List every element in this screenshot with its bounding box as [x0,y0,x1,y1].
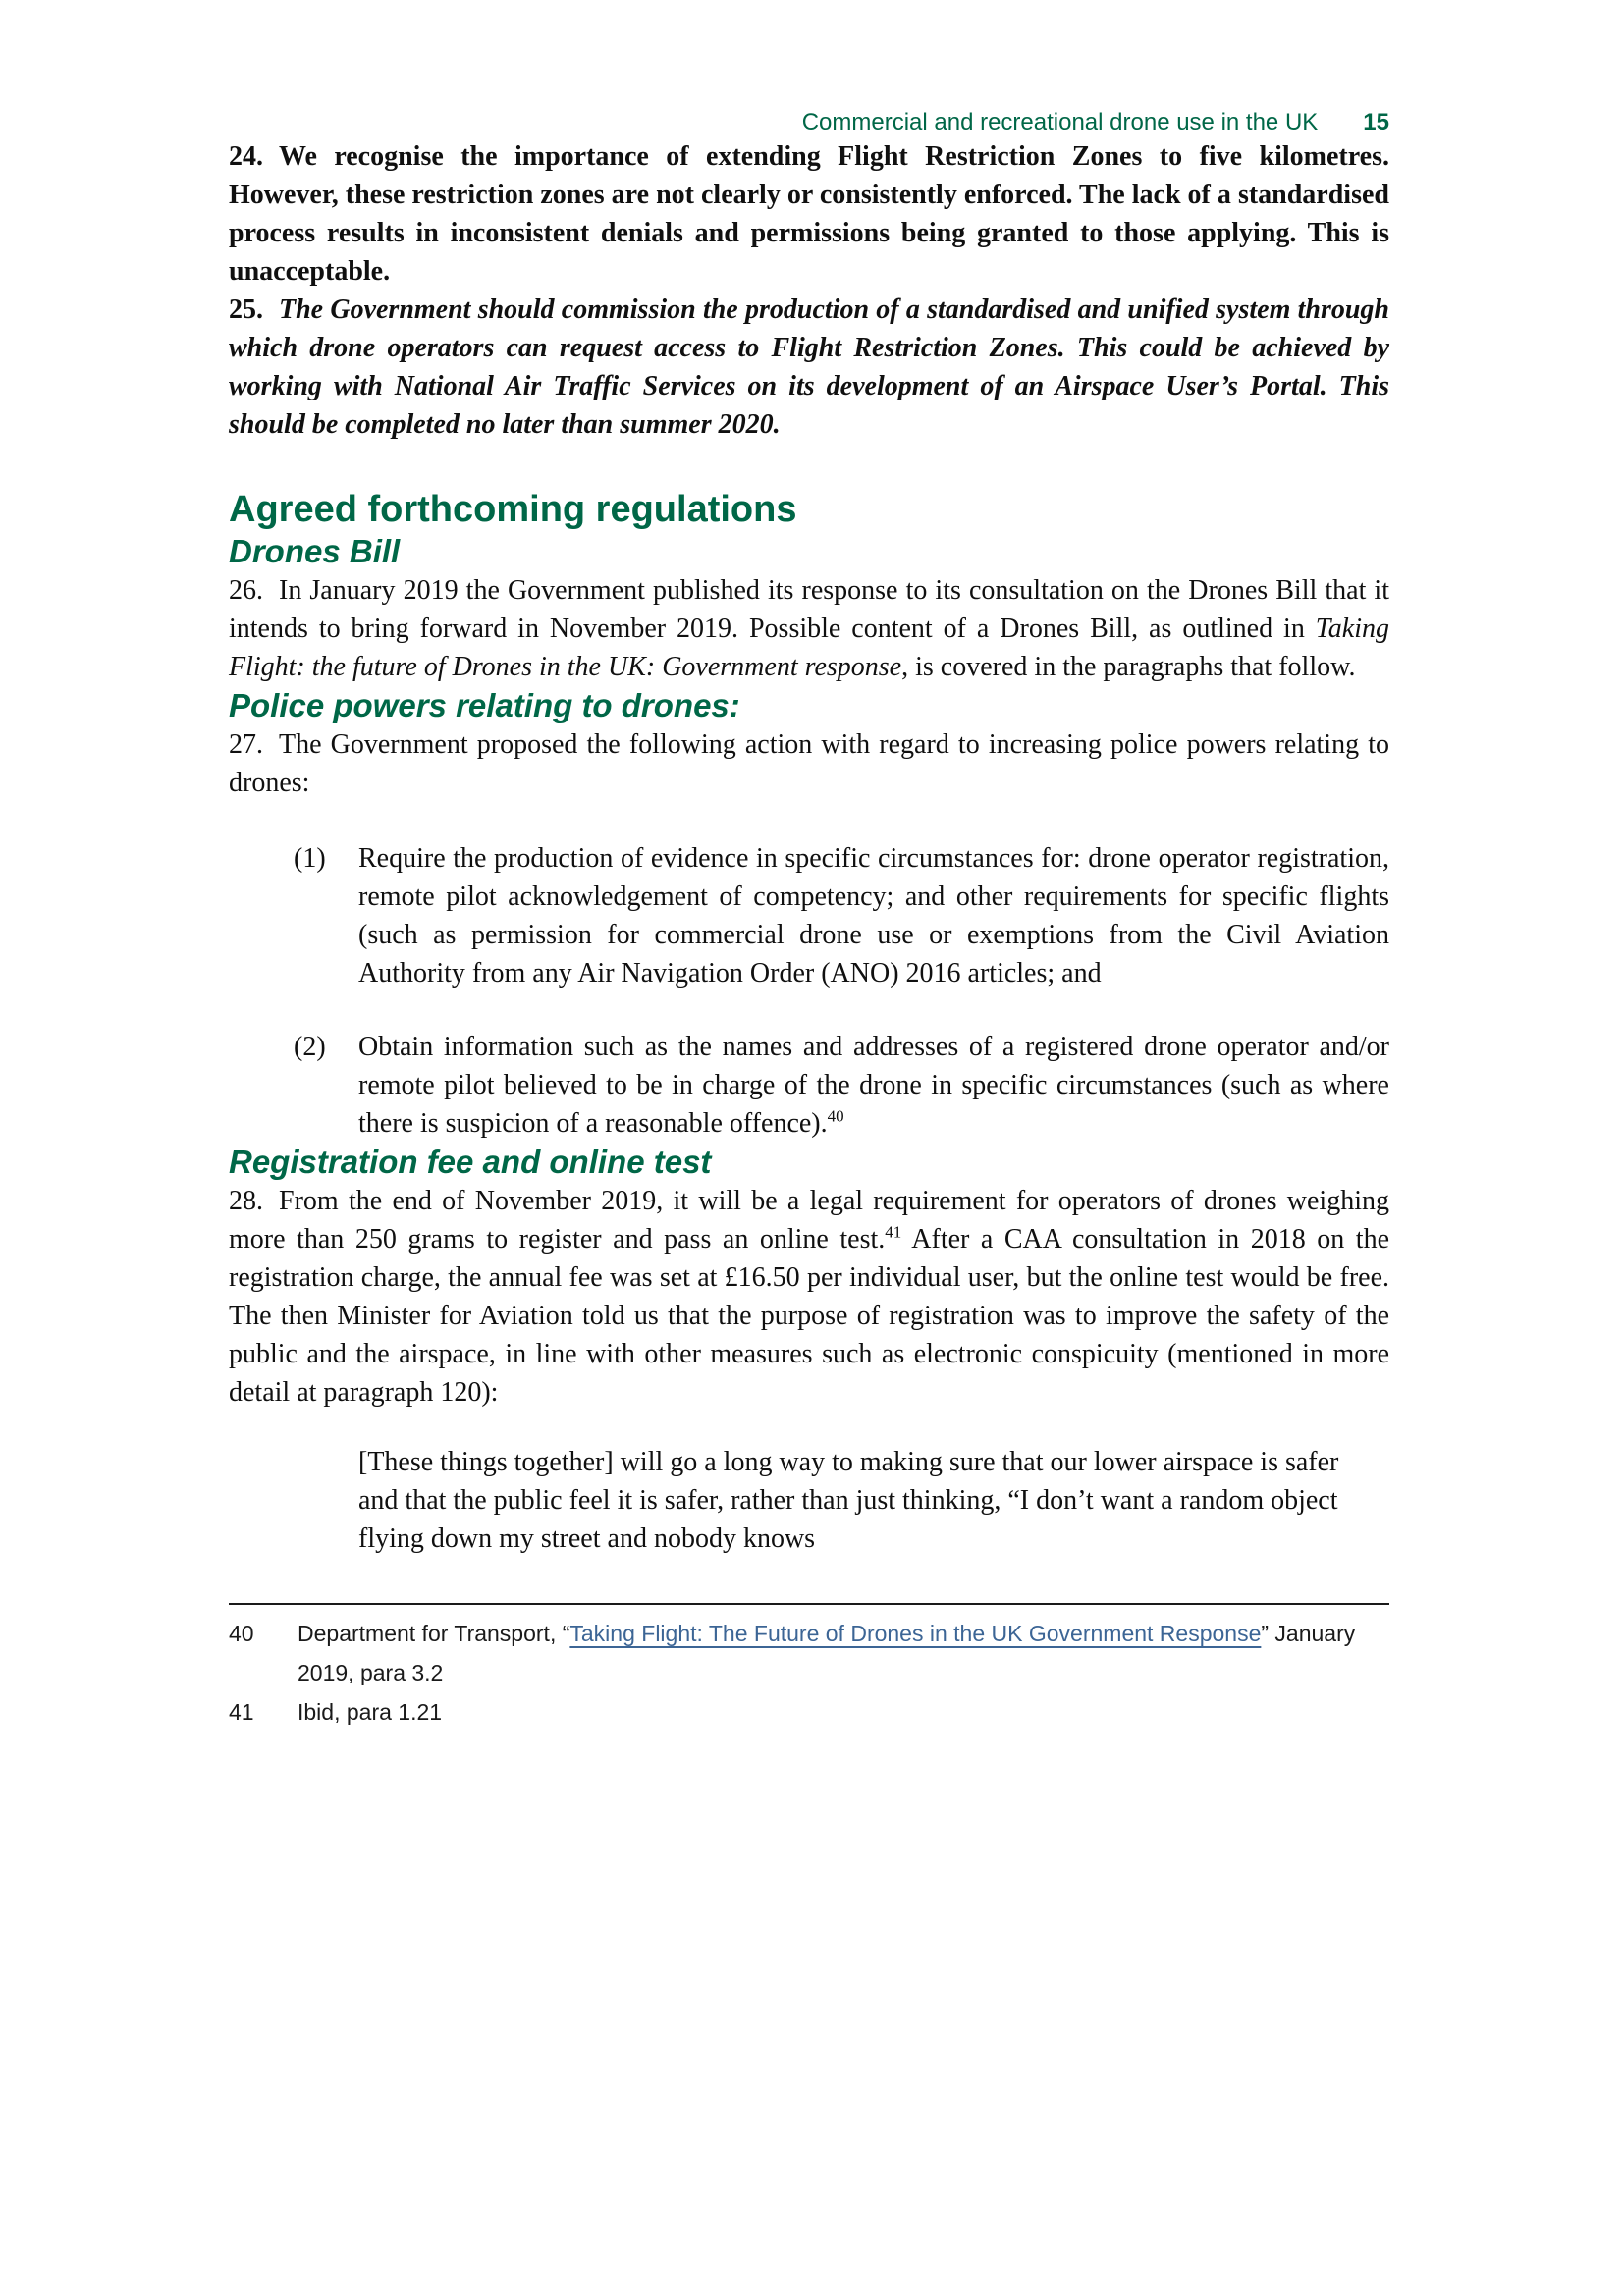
list-item [294,1028,1389,1143]
recommendation-paragraph-25 [229,291,1389,444]
paragraph-text: We recognise the importance of extending Flight Restriction Zones to five kilometres. However, these restriction zones are not clearly or consistently enforced. The lack of a standardised process results in inconsistent denials and permissions being granted to those applying. This is unacceptable. [229,141,1389,287]
footnote-41 [229,1692,1389,1732]
paragraph-number: 24. [229,141,263,172]
paragraph-number: 28. [229,1186,263,1216]
report-title-italic: Taking Flight: the future of Drones in the UK: Government response [229,614,1389,682]
list-item-text: Obtain information such as the names and addresses of a registered drone operator and/or remote pilot believed to be in charge of the drone in specific circumstances (such as where there is suspicion of a reasonable offence). [358,1032,1389,1139]
footnote-reference: 40 [827,1106,844,1126]
running-title: Commercial and recreational drone use in the UK [801,109,1319,135]
list-item-text: Require the production of evidence in specific circumstances for: drone operator registration, remote pilot acknowledgement of competency; and other requirements for specific flights (such as permission for commercial drone use or exemptions from the Civil Aviation Authority from any Air Navigation Order (ANO) 2016 articles; and [358,843,1389,988]
paragraph-number: 26. [229,575,263,606]
paragraph-text: After a CAA consultation in 2018 on the registration charge, the annual fee was set at £16.50 per individual user, but the online test would be free. The then Minister for Aviation told us that the purpose of registration was to improve the safety of the public and the airspace, in line with other measures such as electronic conspicuity (mentioned in more detail at paragraph 120): [229,1224,1390,1408]
footnote-number: 40 [229,1621,254,1646]
footnotes [229,1614,1389,1732]
list-marker: (2) [294,1032,326,1062]
footnote-40 [229,1614,1389,1692]
recommendation-paragraph-24 [229,137,1389,291]
paragraph-number: 25. [229,294,263,325]
paragraph-text: From the end of November 2019, it will be a legal requirement for operators of drones weighing more than 250 grams to register and pass an online test. [229,1186,1389,1255]
footnote-number: 41 [229,1699,254,1725]
footnote-text: Department for Transport, “ [298,1621,570,1646]
subheading-registration-fee: Registration fee and online test [229,1144,712,1180]
subheading-police-powers: Police powers relating to drones: [229,687,740,723]
numbered-list [229,839,1389,1143]
paragraph-number: 27. [229,729,263,760]
page-content [229,0,1389,1732]
paragraph-28 [229,1182,1389,1412]
list-marker: (1) [294,843,326,874]
page-number: 15 [1363,109,1389,135]
paragraph-26 [229,571,1389,686]
paragraph-27 [229,725,1389,802]
running-header [229,108,1389,137]
footnote-divider [229,1603,1389,1605]
paragraph-text: , is covered in the paragraphs that follow. [901,652,1356,682]
block-quote [358,1443,1376,1558]
footnote-text: Ibid, para 1.21 [298,1699,443,1725]
list-item [294,839,1389,992]
subheading-drones-bill: Drones Bill [229,533,401,569]
footnote-reference: 41 [885,1222,902,1242]
footnote-text: ” January 2019, para 3.2 [298,1621,1356,1685]
quote-text: [These things together] will go a long way to making sure that our lower airspace is safer and that the public feel it is safer, rather than just thinking, “I don’t want a random object flying down my street and nobody knows [358,1447,1339,1554]
footnote-link[interactable]: Taking Flight: The Future of Drones in the UK Government Response [569,1621,1262,1646]
paragraph-text: The Government should commission the production of a standardised and unified system through which drone operators can request access to Flight Restriction Zones. This could be achieved by working with National Air Traffic Services on its development of an Airspace User’s Portal. This should be completed no later than summer 2020. [229,294,1389,440]
paragraph-text: The Government proposed the following action with regard to increasing police powers relating to drones: [229,729,1389,798]
section-heading: Agreed forthcoming regulations [229,489,797,530]
paragraph-text: In January 2019 the Government published its response to its consultation on the Drones Bill that it intends to bring forward in November 2019. Possible content of a Drones Bill, as outlined in [229,575,1389,644]
